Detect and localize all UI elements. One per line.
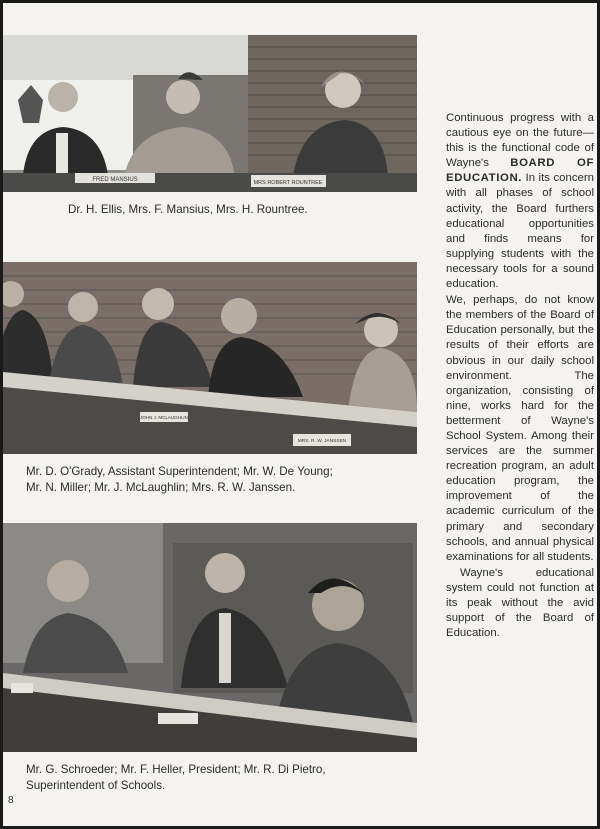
article-paragraph-2: We, perhaps, do not know the members of the Board of Education personally, but the results of their efforts are obvious in our daily school environment. The organization, consisting of nine, works hard for the betterment of Wayne's School System. Among their services are the summer recreation program, an adult education program, the improvement of the academic curriculum of the primary and secondary schools, and annual physical examinations for all students. (446, 294, 594, 563)
photo-3-caption (26, 762, 326, 794)
nameplate-mansius: FRED MANSIUS (92, 177, 138, 183)
yearbook-page (3, 3, 597, 826)
board-photo-2 (3, 262, 417, 454)
article-p1-bold: BOARD OF EDUCATION. (446, 157, 594, 185)
photo-2-caption (26, 464, 333, 496)
photo-3-caption-line1: Mr. G. Schroeder; Mr. F. Heller, President; Mr. R. Di Pietro, (26, 763, 326, 776)
nameplate-janssen: MRS. R. W. JANSSEN (297, 439, 347, 444)
nameplate-mclaughlin: JOHN J. MCLAUGHLIN (140, 415, 188, 420)
article-paragraph-3: Wayne's educational system could not function at its peak without the avid support of the Board of Education. (446, 566, 594, 640)
nameplate-rountree: MRS ROBERT ROUNTREE (253, 180, 323, 186)
article-p1-start: Continuous progress with a cautious eye on the future—this is the functional code of Wayne's (446, 112, 594, 170)
photo-1-caption: Dr. H. Ellis, Mrs. F. Mansius, Mrs. H. Rountree. (68, 203, 308, 216)
photo-3-caption-line2: Superintendent of Schools. (26, 779, 166, 792)
photo-2-caption-line1: Mr. D. O'Grady, Assistant Superintendent; Mr. W. De Young; (26, 465, 333, 478)
board-photo-3 (3, 523, 417, 752)
photo-2-caption-line2: Mr. N. Miller; Mr. J. McLaughlin; Mrs. R. W. Janssen. (26, 481, 296, 494)
board-photo-1 (3, 35, 417, 192)
article-paragraph-1 (446, 111, 594, 292)
page-number: 8 (8, 795, 14, 806)
article-text (446, 111, 594, 641)
article-p1-end: In its concern with all phases of school activity, the Board furthers educational opportunities and finds means for supplying students with the necessary tools for a sound education. (446, 172, 594, 291)
